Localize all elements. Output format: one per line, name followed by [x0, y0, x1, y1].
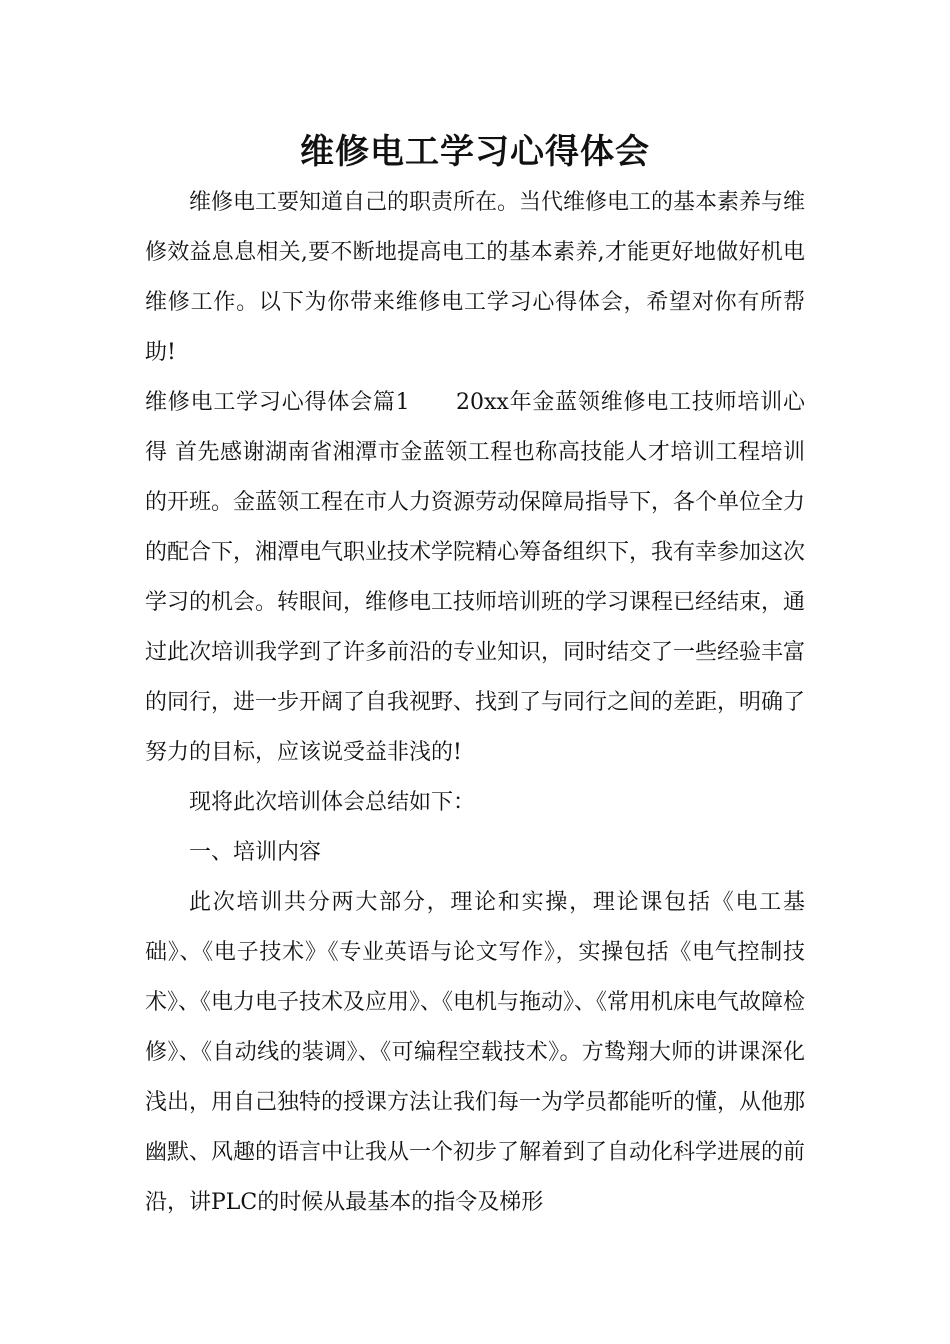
summary-intro-paragraph: 现将此次培训体会总结如下： — [189, 790, 476, 815]
intro-paragraph: 维修电工要知道自己的职责所在。当代维修电工的基本素养与维修效益息息相关,要不断地提高电工的基本素养,才能更好地做好机电维修工作。以下为你带来维修电工学习心得体会，希望对你有所帮助! — [145, 190, 806, 365]
document-title: 维修电工学习心得体会 — [300, 132, 650, 172]
article-heading-paragraph: 维修电工学习心得体会篇1 20xx年金蓝领维修电工技师培训心得 首先感谢湖南省湘潭市金蓝领工程也称高技能人才培训工程培训的开班。金蓝领工程在市人力资源劳动保障局指导下，各个单位全力的配合下，湘潭电气职业技术学院精心筹备组织下，我有幸参加这次学习的机会。转眼间，维修电工技师培训班的学习课程已经结束，通过此次培训我学到了许多前沿的专业知识，同时结交了一些经验丰富的同行，进一步开阔了自我视野、找到了与同行之间的差距，明确了努力的目标，应该说受益非浅的! — [145, 390, 806, 765]
section-heading: 一、培训内容 — [189, 840, 322, 865]
section-body-paragraph: 此次培训共分两大部分，理论和实操，理论课包括《电工基础》、《电子技术》《专业英语与论文写作》，实操包括《电气控制技术》、《电力电子技术及应用》、《电机与拖动》、《常用机床电气故障检修》、《自动线的装调》、《可编程空载技术》。方鸷翔大师的讲课深化浅出，用自己独特的授课方法让我们每一为学员都能听的懂，从他那幽默、风趣的语言中让我从一个初步了解着到了自动化科学进展的前沿，讲PLC的时候从最基本的指令及梯形 — [145, 890, 806, 1215]
